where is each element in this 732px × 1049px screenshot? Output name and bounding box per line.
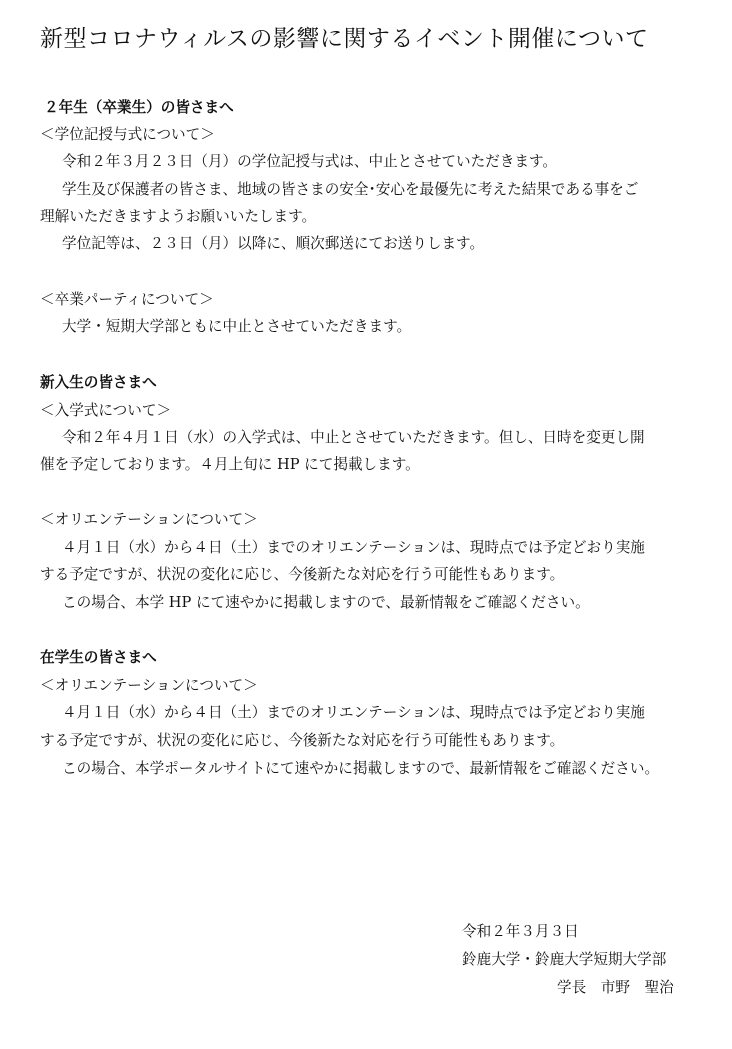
degree-paragraph-3: 学位記等は、２３日（月）以降に、順次郵送にてお送りします。	[62, 235, 485, 252]
degree-paragraph-2-line-1: 学生及び保護者の皆さま、地域の皆さまの安全･安心を最優先に考えた結果である事をご	[62, 181, 639, 198]
current-orientation-line-2: する予定ですが、状況の変化に応じ、今後新たな対応を行う可能性もあります。	[40, 732, 565, 749]
current-students-heading: 在学生の皆さまへ	[40, 649, 157, 666]
page-title: 新型コロナウィルスの影響に関するイベント開催について	[40, 26, 649, 52]
new-orientation-line-2: する予定ですが、状況の変化に応じ、今後新たな対応を行う可能性もあります。	[40, 566, 565, 583]
current-orientation-line-3: この場合、本学ポータルサイトにて速やかに掲載しますので、最新情報をご確認ください。	[62, 760, 660, 777]
new-students-heading: 新入生の皆さまへ	[40, 374, 157, 391]
signature-organization: 鈴鹿大学・鈴鹿大学短期大学部	[462, 951, 667, 968]
graduates-heading: ２年生（卒業生）の皆さまへ	[44, 99, 234, 116]
signature-president: 学長 市野 聖治	[557, 979, 674, 996]
degree-paragraph-2-line-2: 理解いただきますようお願いいたします。	[40, 208, 317, 225]
party-subheading: ＜卒業パーティについて＞	[40, 291, 214, 308]
current-orientation-line-1: ４月１日（水）から４日（土）までのオリエンテーションは、現時点では予定どおり実施	[62, 704, 645, 721]
new-orientation-line-1: ４月１日（水）から４日（土）までのオリエンテーションは、現時点では予定どおり実施	[62, 539, 645, 556]
party-paragraph: 大学・短期大学部ともに中止とさせていただきます。	[62, 318, 412, 335]
degree-paragraph-1: 令和２年３月２３日（月）の学位記授与式は、中止とさせていただきます。	[62, 153, 558, 170]
degree-ceremony-subheading: ＜学位記授与式について＞	[40, 126, 215, 143]
entrance-paragraph-line-2: 催を予定しております。４月上旬に HP にて掲載します。	[40, 456, 420, 473]
entrance-paragraph-line-1: 令和２年４月１日（水）の入学式は、中止とさせていただきます。但し、日時を変更し開	[62, 429, 645, 446]
new-orientation-line-3: この場合、本学 HP にて速やかに掲載しますので、最新情報をご確認ください。	[62, 594, 590, 611]
entrance-ceremony-subheading: ＜入学式について＞	[40, 402, 172, 419]
new-orientation-subheading: ＜オリエンテーションについて＞	[40, 511, 258, 528]
current-orientation-subheading: ＜オリエンテーションについて＞	[40, 677, 258, 694]
signature-date: 令和２年３月３日	[462, 923, 579, 940]
